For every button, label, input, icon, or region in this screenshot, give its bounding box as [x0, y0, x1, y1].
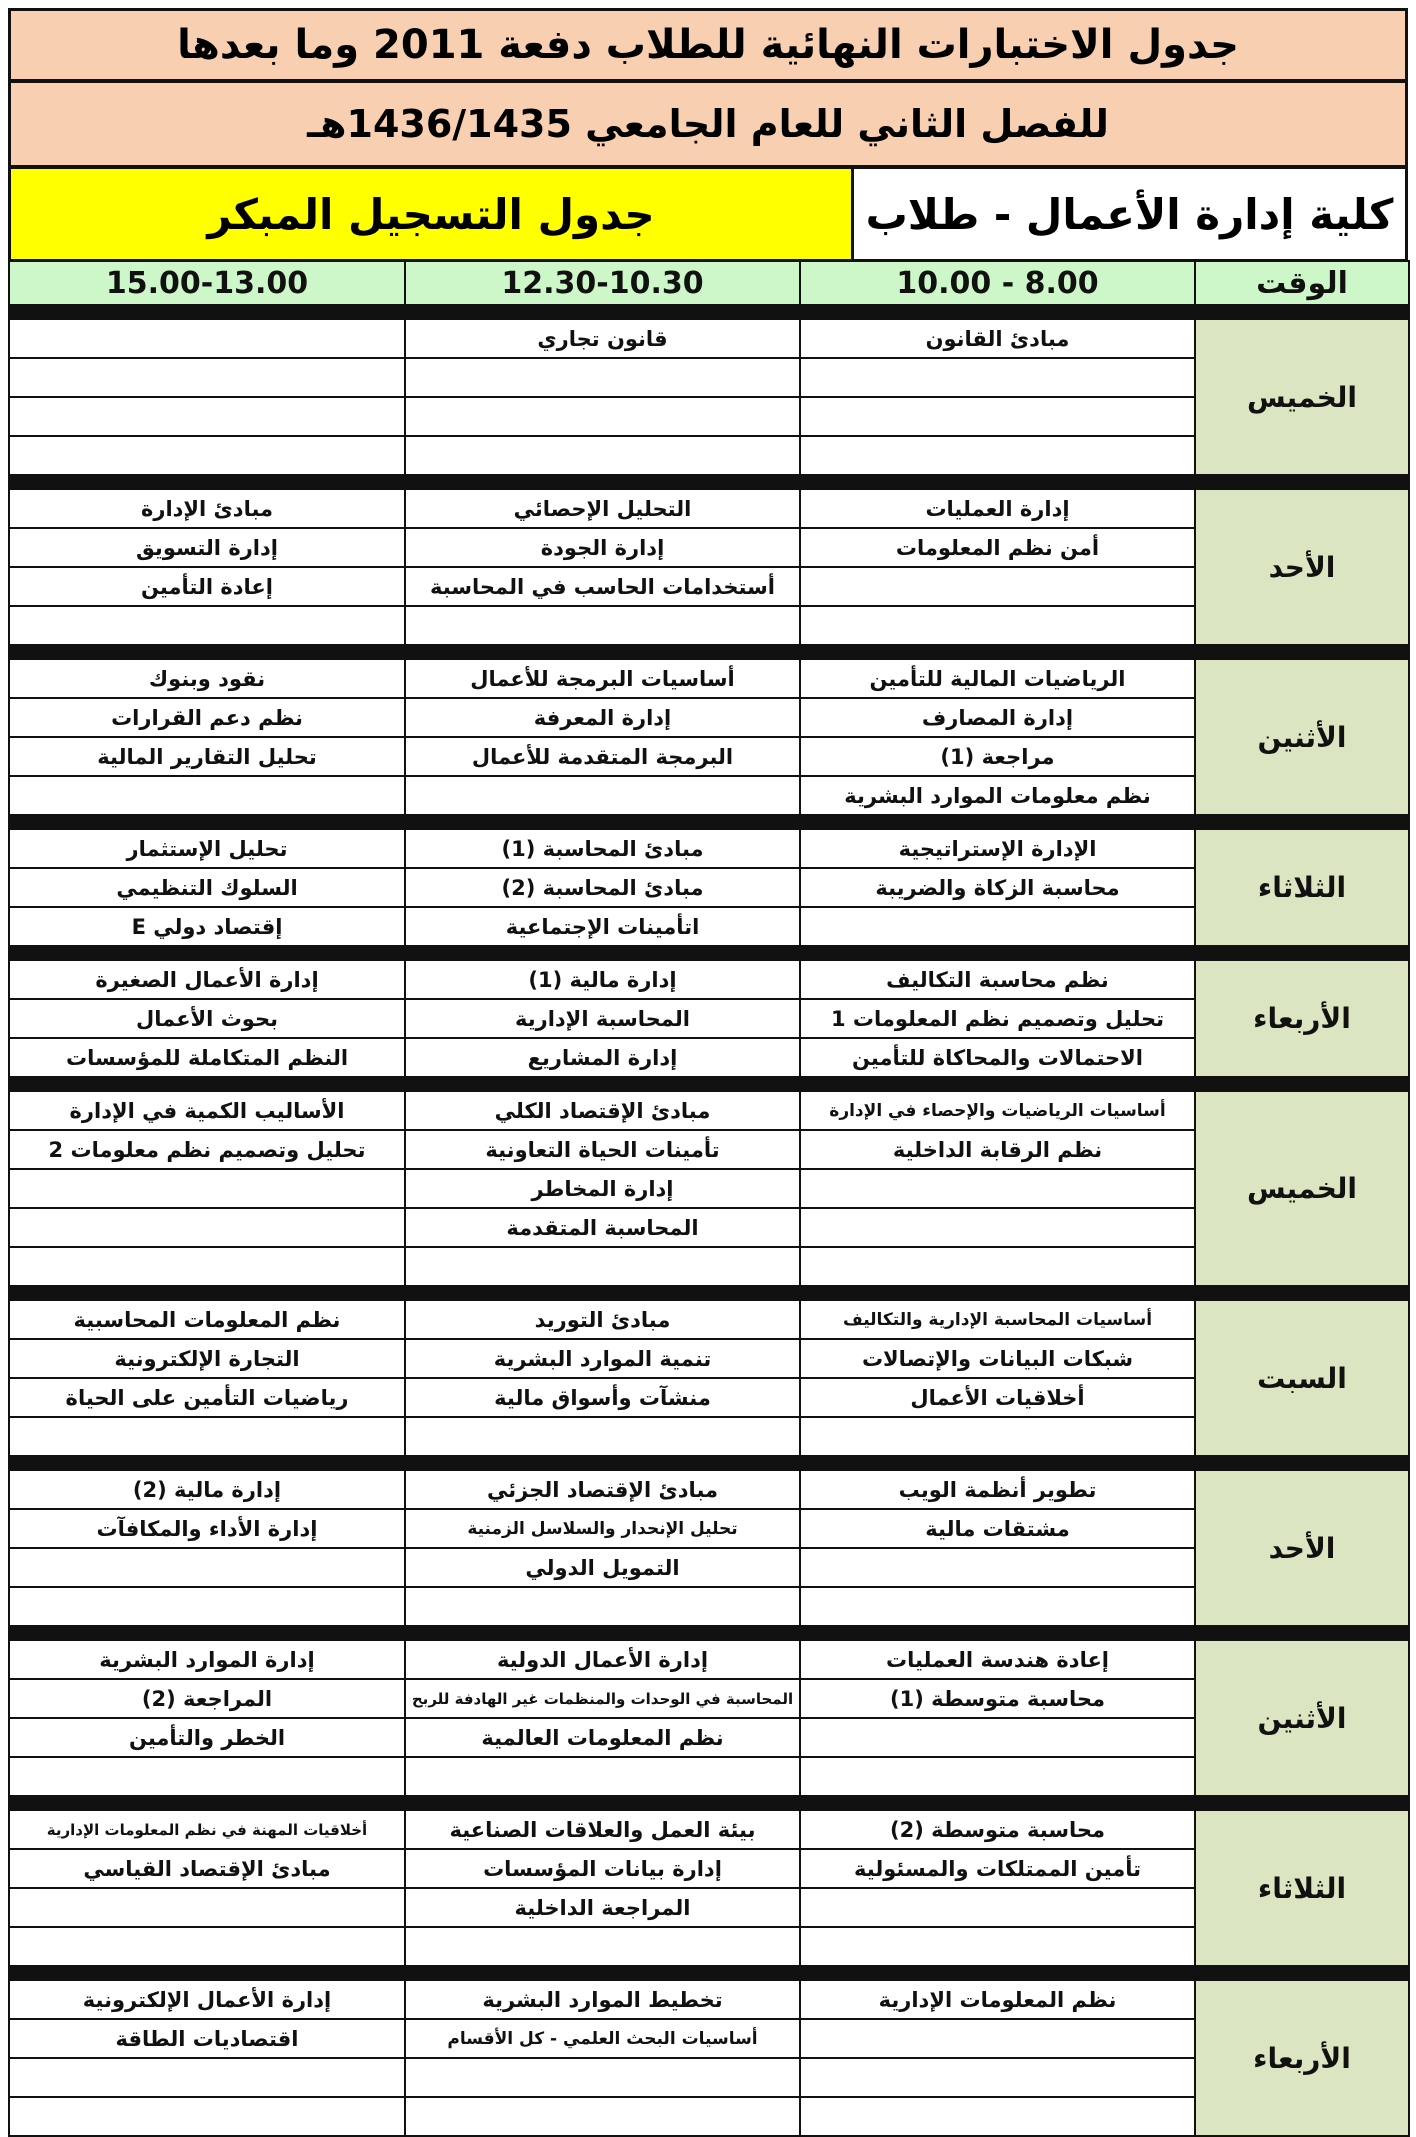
course-cell-slot-3: النظم المتكاملة للمؤسسات — [9, 1038, 405, 1077]
course-cell-slot-1: مراجعة (1) — [800, 737, 1195, 776]
course-cell-slot-1: إدارة المصارف — [800, 698, 1195, 737]
schedule-row — [9, 1810, 1409, 1849]
course-cell-slot-1 — [800, 1718, 1195, 1757]
course-cell-slot-1: نظم الرقابة الداخلية — [800, 1130, 1195, 1169]
course-cell-slot-3: السلوك التنظيمي — [9, 868, 405, 907]
course-cell-slot-3 — [9, 1247, 405, 1286]
course-cell-slot-2: إدارة المخاطر — [405, 1169, 800, 1208]
course-cell-slot-1: محاسبة الزكاة والضريبة — [800, 868, 1195, 907]
day-cell: السبت — [1195, 1300, 1409, 1456]
course-cell-slot-3 — [9, 397, 405, 436]
course-cell-slot-3: إعادة التأمين — [9, 567, 405, 606]
separator-cell — [9, 1796, 1409, 1810]
separator-cell — [9, 1286, 1409, 1300]
course-cell-slot-3: مبادئ الإدارة — [9, 489, 405, 528]
separator-cell — [9, 645, 1409, 659]
course-cell-slot-2 — [405, 358, 800, 397]
course-cell-slot-2: تنمية الموارد البشرية — [405, 1339, 800, 1378]
course-cell-slot-2: أستخدامات الحاسب في المحاسبة — [405, 567, 800, 606]
course-cell-slot-2 — [405, 2097, 800, 2136]
course-cell-slot-2 — [405, 2058, 800, 2097]
course-cell-slot-3 — [9, 1169, 405, 1208]
course-cell-slot-3: اقتصاديات الطاقة — [9, 2019, 405, 2058]
course-cell-slot-3: تحليل وتصميم نظم معلومات 2 — [9, 1130, 405, 1169]
slot-2-time: 12.30-10.30 — [405, 261, 800, 305]
course-cell-slot-1: أساسيات الرياضيات والإحصاء في الإدارة — [800, 1091, 1195, 1130]
schedule-row — [9, 1300, 1409, 1339]
schedule-row — [9, 659, 1409, 698]
course-cell-slot-1 — [800, 907, 1195, 946]
course-cell-slot-3 — [9, 776, 405, 815]
day-separator — [9, 475, 1409, 489]
course-cell-slot-3 — [9, 1548, 405, 1587]
day-cell: الثلاثاء — [1195, 1810, 1409, 1966]
course-cell-slot-1 — [800, 1247, 1195, 1286]
course-cell-slot-2 — [405, 1927, 800, 1966]
day-separator — [9, 645, 1409, 659]
course-cell-slot-2: منشآت وأسواق مالية — [405, 1378, 800, 1417]
course-cell-slot-1 — [800, 1888, 1195, 1927]
course-cell-slot-2: إدارة مالية (1) — [405, 960, 800, 999]
schedule-row — [9, 1640, 1409, 1679]
course-cell-slot-2: تحليل الإنحدار والسلاسل الزمنية — [405, 1509, 800, 1548]
day-separator — [9, 946, 1409, 960]
course-cell-slot-2: التحليل الإحصائي — [405, 489, 800, 528]
separator-cell — [9, 475, 1409, 489]
separator-cell — [9, 946, 1409, 960]
course-cell-slot-1: تطوير أنظمة الويب — [800, 1470, 1195, 1509]
course-cell-slot-3: رياضيات التأمين على الحياة — [9, 1378, 405, 1417]
course-cell-slot-1 — [800, 397, 1195, 436]
course-cell-slot-2 — [405, 1417, 800, 1456]
day-separator — [9, 1966, 1409, 1980]
day-cell: الأثنين — [1195, 659, 1409, 815]
course-cell-slot-1 — [800, 1587, 1195, 1626]
course-cell-slot-1: الإدارة الإستراتيجية — [800, 829, 1195, 868]
course-cell-slot-3: نظم دعم القرارات — [9, 698, 405, 737]
course-cell-slot-1 — [800, 1208, 1195, 1247]
separator-cell — [9, 305, 1409, 319]
course-cell-slot-3 — [9, 1757, 405, 1796]
subheader-row — [8, 166, 1408, 262]
schedule-row — [9, 1980, 1409, 2019]
course-cell-slot-1: أمن نظم المعلومات — [800, 528, 1195, 567]
course-cell-slot-1: إعادة هندسة العمليات — [800, 1640, 1195, 1679]
course-cell-slot-2: مبادئ المحاسبة (1) — [405, 829, 800, 868]
course-cell-slot-1 — [800, 2097, 1195, 2136]
course-cell-slot-1: مبادئ القانون — [800, 319, 1195, 358]
course-cell-slot-1 — [800, 1757, 1195, 1796]
course-cell-slot-1: نظم محاسبة التكاليف — [800, 960, 1195, 999]
course-cell-slot-1: الاحتمالات والمحاكاة للتأمين — [800, 1038, 1195, 1077]
day-separator — [9, 1626, 1409, 1640]
course-cell-slot-1 — [800, 1548, 1195, 1587]
course-cell-slot-2: البرمجة المتقدمة للأعمال — [405, 737, 800, 776]
course-cell-slot-3: نقود وبنوك — [9, 659, 405, 698]
course-cell-slot-1: أساسيات المحاسبة الإدارية والتكاليف — [800, 1300, 1195, 1339]
course-cell-slot-2: مبادئ الإقتصاد الكلي — [405, 1091, 800, 1130]
course-cell-slot-2 — [405, 1247, 800, 1286]
course-cell-slot-2: نظم المعلومات العالمية — [405, 1718, 800, 1757]
schedule-row — [9, 829, 1409, 868]
course-cell-slot-1 — [800, 436, 1195, 475]
course-cell-slot-3: الخطر والتأمين — [9, 1718, 405, 1757]
course-cell-slot-2: التمويل الدولي — [405, 1548, 800, 1587]
course-cell-slot-2 — [405, 1757, 800, 1796]
course-cell-slot-2: إدارة المعرفة — [405, 698, 800, 737]
course-cell-slot-3: نظم المعلومات المحاسبية — [9, 1300, 405, 1339]
course-cell-slot-3: تحليل التقارير المالية — [9, 737, 405, 776]
course-cell-slot-1 — [800, 1417, 1195, 1456]
day-separator — [9, 305, 1409, 319]
course-cell-slot-2: المحاسبة المتقدمة — [405, 1208, 800, 1247]
course-cell-slot-2: مبادئ الإقتصاد الجزئي — [405, 1470, 800, 1509]
course-cell-slot-2: قانون تجاري — [405, 319, 800, 358]
schedule-row — [9, 1091, 1409, 1130]
course-cell-slot-3 — [9, 1927, 405, 1966]
day-separator — [9, 815, 1409, 829]
course-cell-slot-2: مبادئ التوريد — [405, 1300, 800, 1339]
course-cell-slot-2 — [405, 776, 800, 815]
schedule-row — [9, 319, 1409, 358]
course-cell-slot-3: بحوث الأعمال — [9, 999, 405, 1038]
semester-subtitle: للفصل الثاني للعام الجامعي 1436/1435هـ — [8, 80, 1408, 168]
separator-cell — [9, 1626, 1409, 1640]
course-cell-slot-1 — [800, 2058, 1195, 2097]
course-cell-slot-2: أساسيات البرمجة للأعمال — [405, 659, 800, 698]
day-separator — [9, 1796, 1409, 1810]
course-cell-slot-3: مبادئ الإقتصاد القياسي — [9, 1849, 405, 1888]
slot-1-time: 10.00 - 8.00 — [800, 261, 1195, 305]
course-cell-slot-1: تأمين الممتلكات والمسئولية — [800, 1849, 1195, 1888]
course-cell-slot-3 — [9, 1208, 405, 1247]
course-cell-slot-3: إدارة الأداء والمكافآت — [9, 1509, 405, 1548]
course-cell-slot-2: إدارة المشاريع — [405, 1038, 800, 1077]
course-cell-slot-3: أخلاقيات المهنة في نظم المعلومات الإدارية — [9, 1810, 405, 1849]
day-cell: الأحد — [1195, 489, 1409, 645]
day-cell: الخميس — [1195, 319, 1409, 475]
course-cell-slot-3 — [9, 1417, 405, 1456]
day-separator — [9, 1456, 1409, 1470]
early-registration-label: جدول التسجيل المبكر — [11, 169, 851, 259]
course-cell-slot-2: تأمينات الحياة التعاونية — [405, 1130, 800, 1169]
course-cell-slot-1: محاسبة متوسطة (2) — [800, 1810, 1195, 1849]
course-cell-slot-3: إدارة الموارد البشرية — [9, 1640, 405, 1679]
course-cell-slot-2: مبادئ المحاسبة (2) — [405, 868, 800, 907]
separator-cell — [9, 1077, 1409, 1091]
course-cell-slot-3 — [9, 436, 405, 475]
day-cell: الخميس — [1195, 1091, 1409, 1286]
day-cell: الأثنين — [1195, 1640, 1409, 1796]
course-cell-slot-2: أساسيات البحث العلمي - كل الأقسام — [405, 2019, 800, 2058]
course-cell-slot-1: شبكات البيانات والإتصالات — [800, 1339, 1195, 1378]
course-cell-slot-1: محاسبة متوسطة (1) — [800, 1679, 1195, 1718]
course-cell-slot-1 — [800, 2019, 1195, 2058]
course-cell-slot-2: المحاسبة في الوحدات والمنظمات غير الهادفة للربح — [405, 1679, 800, 1718]
course-cell-slot-3: إدارة الأعمال الإلكترونية — [9, 1980, 405, 2019]
time-header-row — [9, 261, 1409, 305]
course-cell-slot-3: تحليل الإستثمار — [9, 829, 405, 868]
college-name: كلية إدارة الأعمال - طلاب — [851, 169, 1405, 259]
course-cell-slot-3 — [9, 2097, 405, 2136]
course-cell-slot-1: أخلاقيات الأعمال — [800, 1378, 1195, 1417]
day-cell: الأربعاء — [1195, 1980, 1409, 2136]
separator-cell — [9, 815, 1409, 829]
course-cell-slot-3 — [9, 2058, 405, 2097]
course-cell-slot-2 — [405, 606, 800, 645]
course-cell-slot-3: إدارة الأعمال الصغيرة — [9, 960, 405, 999]
course-cell-slot-1 — [800, 606, 1195, 645]
course-cell-slot-1: نظم المعلومات الإدارية — [800, 1980, 1195, 2019]
schedule-title: جدول الاختبارات النهائية للطلاب دفعة 2011 وما بعدها — [8, 8, 1408, 82]
schedule-row — [9, 1470, 1409, 1509]
course-cell-slot-1 — [800, 358, 1195, 397]
course-cell-slot-1 — [800, 1927, 1195, 1966]
course-cell-slot-2 — [405, 397, 800, 436]
day-separator — [9, 1077, 1409, 1091]
course-cell-slot-1: الرياضيات المالية للتأمين — [800, 659, 1195, 698]
course-cell-slot-3 — [9, 319, 405, 358]
course-cell-slot-1: تحليل وتصميم نظم المعلومات 1 — [800, 999, 1195, 1038]
course-cell-slot-3 — [9, 606, 405, 645]
course-cell-slot-2: اتأمينات الإجتماعية — [405, 907, 800, 946]
course-cell-slot-2: تخطيط الموارد البشرية — [405, 1980, 800, 2019]
course-cell-slot-3: الأساليب الكمية في الإدارة — [9, 1091, 405, 1130]
course-cell-slot-2 — [405, 1587, 800, 1626]
day-separator — [9, 1286, 1409, 1300]
course-cell-slot-1: إدارة العمليات — [800, 489, 1195, 528]
course-cell-slot-1: نظم معلومات الموارد البشرية — [800, 776, 1195, 815]
slot-3-time: 15.00-13.00 — [9, 261, 405, 305]
course-cell-slot-3: التجارة الإلكترونية — [9, 1339, 405, 1378]
course-cell-slot-2: بيئة العمل والعلاقات الصناعية — [405, 1810, 800, 1849]
course-cell-slot-3 — [9, 358, 405, 397]
schedule-row — [9, 960, 1409, 999]
day-cell: الأحد — [1195, 1470, 1409, 1626]
course-cell-slot-3 — [9, 1587, 405, 1626]
day-cell: الثلاثاء — [1195, 829, 1409, 946]
course-cell-slot-3 — [9, 1888, 405, 1927]
separator-cell — [9, 1456, 1409, 1470]
time-label: الوقت — [1195, 261, 1409, 305]
course-cell-slot-3: إدارة مالية (2) — [9, 1470, 405, 1509]
course-cell-slot-1: مشتقات مالية — [800, 1509, 1195, 1548]
course-cell-slot-1 — [800, 567, 1195, 606]
course-cell-slot-3: المراجعة (2) — [9, 1679, 405, 1718]
course-cell-slot-1 — [800, 1169, 1195, 1208]
course-cell-slot-3: إقتصاد دولي E — [9, 907, 405, 946]
course-cell-slot-3: إدارة التسويق — [9, 528, 405, 567]
course-cell-slot-2: المراجعة الداخلية — [405, 1888, 800, 1927]
course-cell-slot-2: إدارة الأعمال الدولية — [405, 1640, 800, 1679]
course-cell-slot-2 — [405, 436, 800, 475]
exam-schedule-sheet — [8, 8, 1408, 2075]
day-cell: الأربعاء — [1195, 960, 1409, 1077]
schedule-row — [9, 489, 1409, 528]
course-cell-slot-2: المحاسبة الإدارية — [405, 999, 800, 1038]
course-cell-slot-2: إدارة بيانات المؤسسات — [405, 1849, 800, 1888]
separator-cell — [9, 1966, 1409, 1980]
schedule-table — [8, 260, 1410, 2137]
course-cell-slot-2: إدارة الجودة — [405, 528, 800, 567]
